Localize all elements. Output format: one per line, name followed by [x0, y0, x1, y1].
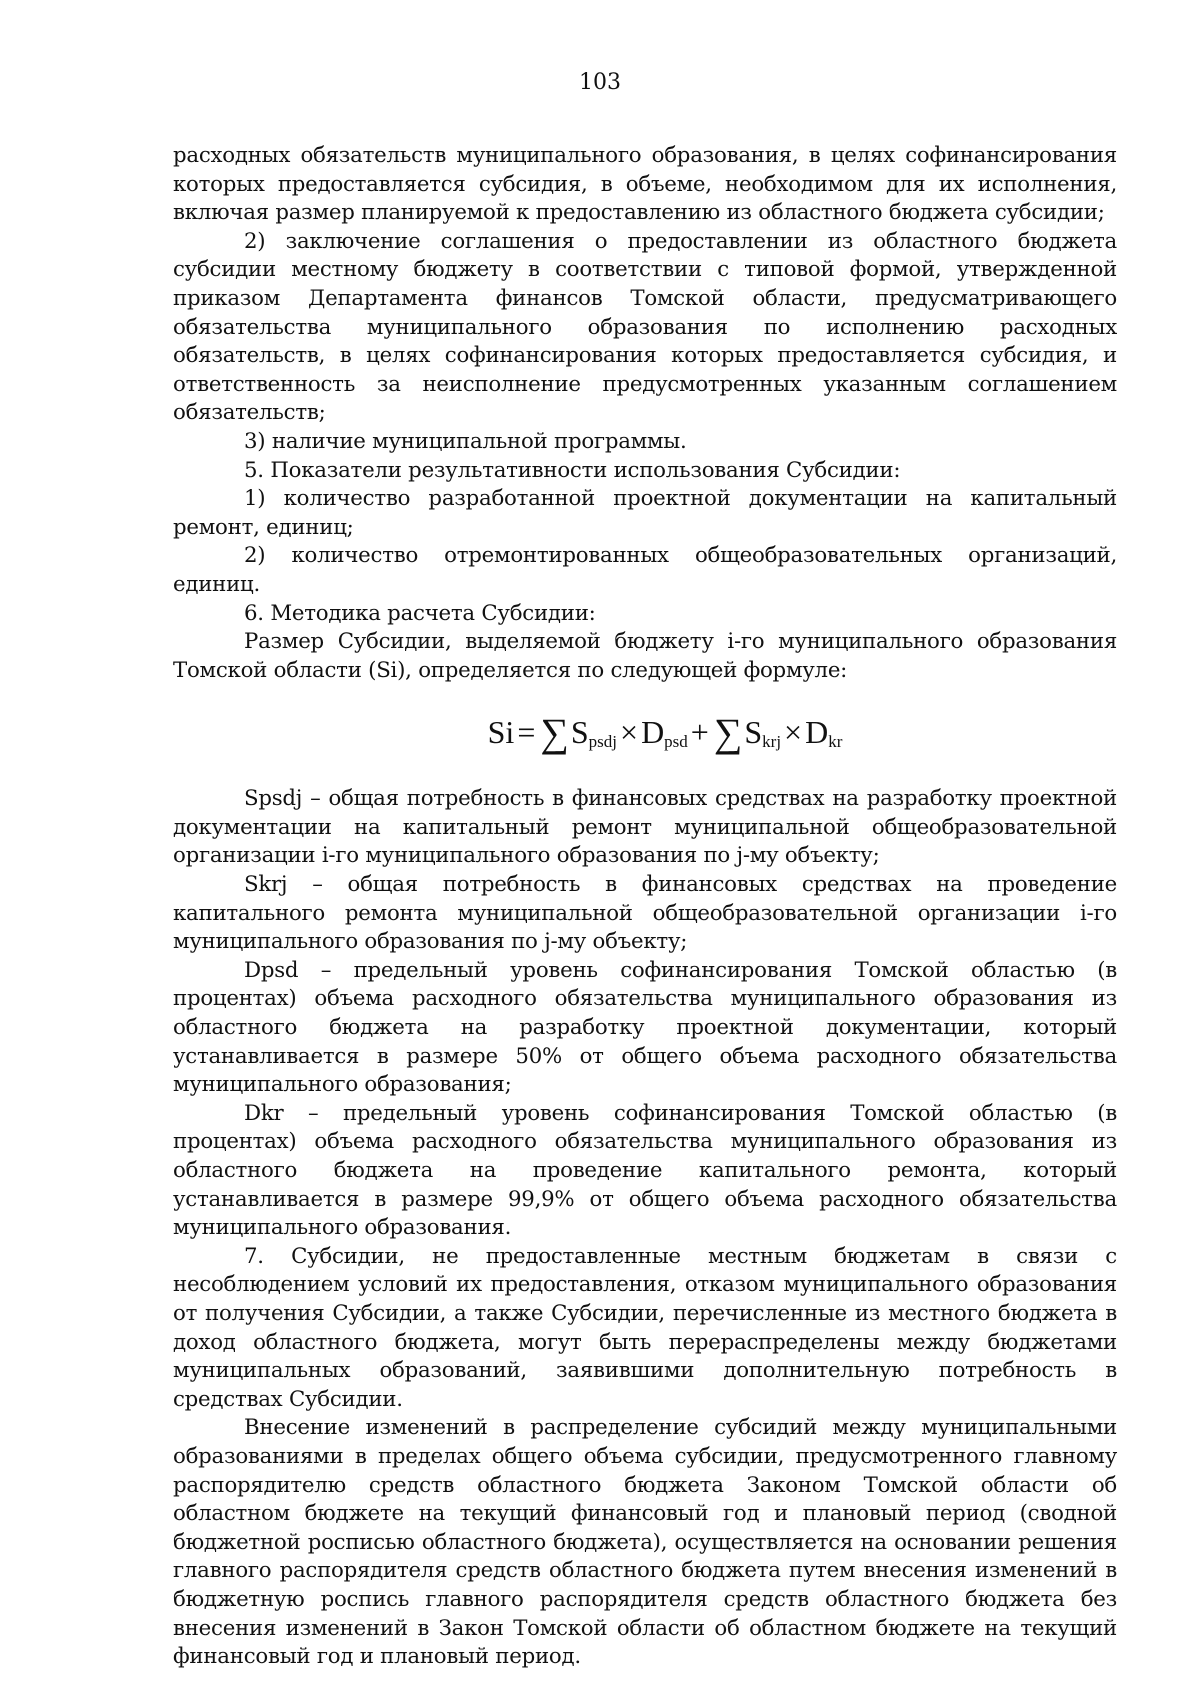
document-body	[173, 142, 1117, 1672]
formula-term-spsdj: $S_{psdj}$	[570, 714, 618, 752]
paragraph: 2) количество отремонтированных общеобразовательных организаций, единиц.	[173, 543, 1117, 597]
page-number: 103	[579, 70, 621, 95]
formula-term-dkr: $D_{kr}$	[805, 714, 843, 752]
formula-equals: =	[517, 714, 536, 751]
formula-term-skrj: $S_{krj}$	[744, 714, 782, 752]
paragraph: Dpsd – предельный уровень софинансирования Томской областью (в процентах) объема расходного обязательства муниципального образования из областного бюджета на разработку проектной документации, который устанавливается в размере 50% от общего объема расходного обязательства муниципального образования;	[173, 957, 1117, 1098]
paragraph: 7. Субсидии, не предоставленные местным бюджетам в связи с несоблюдением условий их предоставления, отказом муниципального образования от получения Субсидии, а также Субсидии, перечисленные из местного бюджета в доход областного бюджета, могут быть перераспределены между бюджетами муниципальных образований, заявившими дополнительную потребность в средствах Субсидии.	[173, 1243, 1117, 1412]
formula-plus: +	[690, 714, 709, 751]
formula-lhs: Si	[487, 714, 515, 751]
paragraph: 2) заключение соглашения о предоставлении из областного бюджета субсидии местному бюджету в соответствии с типовой формой, утвержденной приказом Департамента финансов Томской области, предусматривающего обязательства муниципального образования по исполнению расходных обязательств, в целях софинансирования которых предоставляется субсидия, и ответственность за неисполнение предусмотренных указанным соглашением обязательств;	[173, 228, 1117, 426]
paragraph: Размер Субсидии, выделяемой бюджету i-го муниципального образования Томской области (Si), определяется по следующей формуле:	[173, 629, 1117, 683]
paragraph: 6. Методика расчета Субсидии:	[244, 600, 596, 626]
paragraph: 1) количество разработанной проектной документации на капитальный ремонт, единиц;	[173, 486, 1117, 540]
paragraph: Spsdj – общая потребность в финансовых средствах на разработку проектной документации на капитальный ремонт муниципальной общеобразовательной организации i-го муниципального образования по j-му объекту;	[173, 786, 1117, 869]
formula-term-dpsd: $D_{psd}$	[641, 714, 688, 752]
paragraph: расходных обязательств муниципального образования, в целях софинансирования которых предоставляется субсидия, в объеме, необходимом для их исполнения, включая размер планируемой к предоставлению из областного бюджета субсидии;	[173, 143, 1117, 226]
formula-times: ×	[620, 714, 639, 751]
sum-symbol: ∑	[540, 710, 569, 756]
formula-times: ×	[784, 714, 803, 751]
paragraph: Dkr – предельный уровень софинансирования Томской областью (в процентах) объема расходного обязательства муниципального образования из областного бюджета на проведение капитального ремонта, который устанавливается в размере 99,9% от общего объема расходного обязательства муниципального образования.	[173, 1100, 1117, 1241]
paragraph: 3) наличие муниципальной программы.	[244, 428, 687, 454]
subsidy-formula	[173, 704, 1117, 764]
paragraph: Skrj – общая потребность в финансовых средствах на проведение капитального ремонта муниципальной общеобразовательной организации i-го муниципального образования по j-му объекту;	[173, 872, 1117, 955]
paragraph: 5. Показатели результативности использования Субсидии:	[244, 457, 901, 483]
paragraph: Внесение изменений в распределение субсидий между муниципальными образованиями в пределах общего объема субсидии, предусмотренного главному распорядителю средств областного бюджета Законом Томской области об областном бюджете на текущий финансовый год и плановый период (сводной бюджетной росписью областного бюджета), осуществляется на основании решения главного распорядителя средств областного бюджета путем внесения изменений в бюджетную роспись главного распорядителя средств областного бюджета без внесения изменений в Закон Томской области об областном бюджете на текущий финансовый год и плановый период.	[173, 1415, 1117, 1670]
sum-symbol: ∑	[713, 710, 743, 756]
